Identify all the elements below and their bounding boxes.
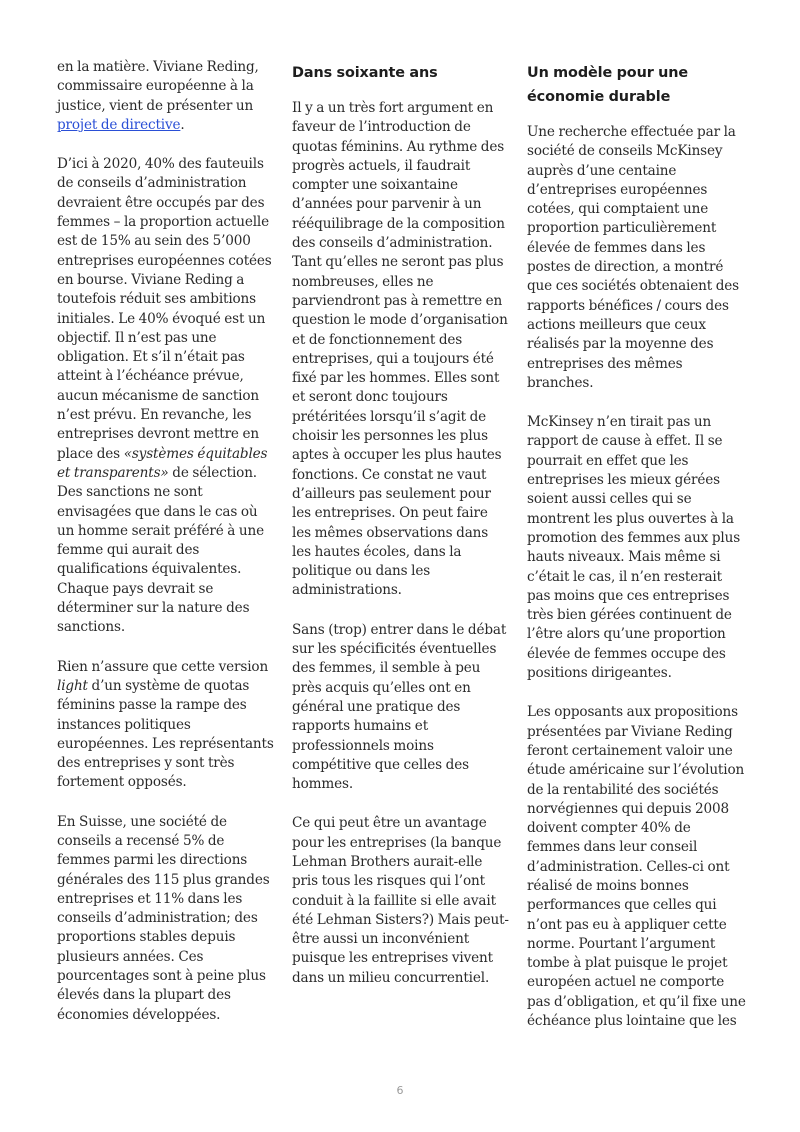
left-paragraph-1 [57,58,275,135]
paragraph-text: D’ici à 2020, 40% des fauteuils de conseils d’administration devraient être occupés par des femmes – la proportion actuelle est de 15% au sein des 5’000 entreprises européennes cotées en bourse. Viviane Reding a toutefois réduit ses ambitions initiales. Le 40% évoqué est un objectif. Il n’est pas une obligation. Et s’il n’était pas atteint à l’échéance prévue, aucun mécanisme de sanction n’est prévu. En revanche, les entreprises devront mettre en place des [57,156,272,462]
paragraph-text: de sélection. Des sanctions ne sont envisagées que dans le cas où un homme serait préféré à une femme qui aurait des qualifications équivalentes. Chaque pays devrait se déterminer sur la nature des sanctions. [57,464,264,636]
section-heading-modele-economie-durable: Un modèle pour une économie durable [527,65,689,105]
left-paragraph-3 [57,658,275,793]
left-paragraph-4: En Suisse, une société de conseils a recensé 5% de femmes parmi les directions générales des 115 plus grandes entreprises et 11% dans les conseils d’administration; des proportions stables depuis plusieurs années. Ces pourcentages sont à peine plus élevés dans la plupart des économies développées. [57,813,270,1023]
directive-link[interactable]: projet de directive [57,116,181,133]
paragraph-text: . [180,116,185,133]
middle-paragraph-2: Sans (trop) entrer dans le débat sur les spécificités éventuelles des femmes, il semble à peu près acquis qu’elles ont en général une pratique des rapports humains et professionnels moins compétitive que celles des hommes. [292,621,507,793]
right-paragraph-3: Les opposants aux propositions présentées par Viviane Reding feront certainement valoir une étude américaine sur l’évolution de la rentabilité des sociétés norvégiennes qui depuis 2008 doivent compter 40% de femmes dans leur conseil d’administration. Celles-ci ont réalisé de moins bonnes performances que celles qui n’ont pas eu à appliquer cette norme. Pourtant l’argument tombe à plat puisque le projet européen actuel ne comporte pas d’obligation, et qu’il fixe une échéance plus lointaine que les [527,704,746,1030]
right-paragraph-2: McKinsey n’en tirait pas un rapport de cause à effet. Il se pourrait en effet que les entreprises les mieux gérées soient aussi celles qui se montrent les plus ouvertes à la promotion des femmes aux plus hauts niveaux. Mais même si c’était le cas, il n’en resterait pas moins que ces entreprises très bien gérées continuent de l’être alors qu’une proportion élevée de femmes occupe des positions dirigeantes. [527,414,741,682]
middle-paragraph-1: Il y a un très fort argument en faveur de l’introduction de quotas féminins. Au rythme des progrès actuels, il faudrait compter une soixantaine d’années pour parvenir à un rééquilibrage de la composition des conseils d’administration. Tant qu’elles ne seront pas plus nombreuses, elles ne parviendront pas à remettre en question le mode d’organisation et de fonctionnement des entreprises, qui a toujours été fixé par les hommes. Elles sont et seront donc toujours prétéritées lorsqu’il s’agit de choisir les personnes les plus aptes à occuper les plus hautes fonctions. Ce constat ne vaut d’ailleurs pas seulement pour les entreprises. On peut faire les mêmes observations dans les hautes écoles, dans la politique ou dans les administrations. [292,100,508,599]
middle-paragraph-3: Ce qui peut être un avantage pour les entreprises (la banque Lehman Brothers aurait-elle pris tous les risques qui l’ont conduit à la faillite si elle avait été Lehman Sisters?) Mais peut-être aussi un inconvénient puisque les entreprises vivent dans un milieu concurrentiel. [292,815,509,986]
left-column [57,58,275,1045]
paragraph-text: en la matière. Viviane Reding, commissaire européenne à la justice, vient de présenter un [57,59,259,114]
italic-quote: «systèmes équitables et transparents» [57,445,268,481]
italic-word: light [57,677,88,694]
section-heading-dans-soixante-ans: Dans soixante ans [292,65,438,81]
middle-column [292,58,510,1008]
page-number: 6 [396,1084,404,1097]
left-paragraph-2 [57,155,275,637]
paragraph-text: d’un système de quotas féminins passe la rampe des instances politiques européennes. Les représentants des entreprises y sont très fortement opposés. [57,677,274,791]
right-paragraph-1: Une recherche effectuée par la société de conseils McKinsey auprès d’une centaine d’entreprises européennes cotées, qui comptaient une proportion particulièrement élevée de femmes dans les postes de direction, a montré que ces sociétés obtenaient des rapports bénéfices / cours des actions meilleurs que ceux réalisés par la moyenne des entreprises des mêmes branches. [527,124,740,391]
right-column [527,58,747,1051]
paragraph-text: Rien n’assure que cette version [57,658,269,675]
